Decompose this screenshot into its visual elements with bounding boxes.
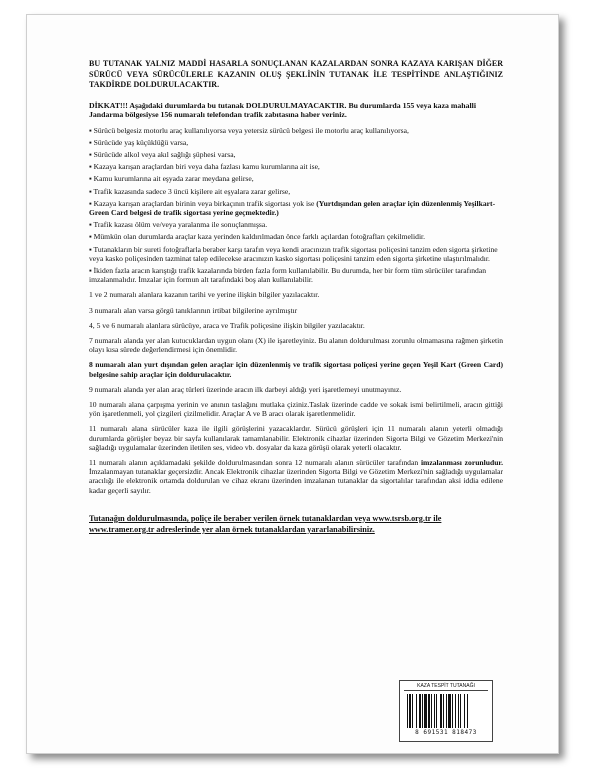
list-item-text: Kamu kurumlarına ait eşyada zarar meydana gelirse,	[93, 174, 254, 184]
instruction-paragraph: 4, 5 ve 6 numaralı alanlara sürücüye, araca ve Trafik poliçesine ilişkin bilgiler yazılacaktır.	[89, 320, 365, 330]
list-item: ▪ Sürücüde yaş küçüklüğü varsa,	[89, 137, 189, 147]
barcode-number: 8 691531 818473	[415, 729, 477, 736]
barcode-icon	[406, 694, 486, 728]
instruction-paragraph: 9 numaralı alanda yer alan araç türleri üzerinde aracın ilk darbeyi aldığı yeri işaretlemeyi unutmayınız.	[89, 384, 402, 394]
list-item-text: Kazaya karışan araçlardan biri veya daha fazlası kamu kurumlarına ait ise,	[93, 162, 320, 172]
list-item-text: Sürücüde yaş küçüklüğü varsa,	[93, 137, 189, 147]
list-item: ▪ Kazaya karışan araçlardan biri veya daha fazlası kamu kurumlarına ait ise,	[89, 162, 320, 172]
list-item-bold-text: (Yurtdışından gelen araçlar için düzenlenmiş Yeşilkart-Green Card belgesi de trafik sigortası yerine geçmektedir.)	[89, 198, 496, 217]
list-item-text: Trafik kazası ölüm ve/veya yaralanma ile sonuçlanmışsa.	[93, 220, 268, 230]
list-item-text: Mümkün olan durumlarda araçlar kaza yerinden kaldırılmadan önce farklı açılardan fotoğrafları çekilmelidir.	[93, 232, 426, 242]
instruction-paragraph: 1 ve 2 numaralı alanlara kazanın tarihi ve yerine ilişkin bilgiler yazılacaktır.	[89, 290, 320, 300]
instruction-paragraph: 10 numaralı alana çarpışma yerinin ve anının taslağını mutlaka çiziniz.Taslak üzerinde cadde ve sokak ismi belirtilmeli, aracın gittiği yön işaretlenmeli, yol çizgileri çizilmelidir. Araçlar A ve B aracı olarak işaretlenmelidir.	[89, 399, 503, 419]
footer-note: Tutanağın doldurulmasında, poliçe ile beraber verilen örnek tutanaklardan veya www.tsrsb.org.tr ile www.tramer.org.tr adreslerinde yer alan örnek tutanaklardan yararlanabilirsiniz.	[89, 513, 442, 534]
list-item-text: Sürücü belgesiz motorlu araç kullanılıyorsa veya yetersiz sürücü belgesi ile motorlu araç kullanılıyorsa,	[93, 125, 409, 135]
intro-heading: BU TUTANAK YALNIZ MADDİ HASARLA SONUÇLANAN KAZALARDAN SONRA KAZAYA KARIŞAN DİĞER SÜRÜCÜ VEYA SÜRÜCÜLERLE KAZANIN OLUŞ ŞEKLİNİN TUTANAK İLE TESPİTİNDE ANLAŞTIĞINIZ TAKDİRDE DOLDURULACAKTIR.	[89, 59, 503, 89]
list-item-text: Sürücüde alkol veya akıl sağlığı şüphesi varsa,	[93, 149, 236, 159]
signature-paragraph-text: İmzalanmayan tutanaklar geçersizdir. Ancak Elektronik cihazlar üzerinden Sigorta Bilgi ve Gözetim Merkezi'nin sağladığı uygulamalar aracılığı ile elektronik ortamda doldurulan ve cihaz ekranı üzerinden imzalanan tutanaklar da sigortalılar tarafından aksi iddia edilene kadar geçerli sayılır.	[89, 467, 503, 495]
list-item: ▪ Trafik kazasında sadece 3 üncü kişilere ait eşyalara zarar gelirse,	[89, 186, 291, 196]
document-page	[26, 14, 559, 754]
list-item: ▪ Kazaya karışan araçlardan birinin veya birkaçının trafik sigortası yok ise (Yurtdışından gelen araçlar için düzenlenmiş Yeşilkart-Green Card belgesi de trafik sigortası yerine geçmektedir.)	[89, 198, 496, 217]
list-item: ▪ Sürücü belgesiz motorlu araç kullanılıyorsa veya yetersiz sürücü belgesi ile motorlu araç kullanılıyorsa,	[89, 125, 409, 135]
list-item: ▪ Mümkün olan durumlarda araçlar kaza yerinden kaldırılmadan önce farklı açılardan fotoğrafları çekilmelidir.	[89, 232, 426, 242]
list-item: ▪ Trafik kazası ölüm ve/veya yaralanma ile sonuçlanmışsa.	[89, 220, 268, 230]
document-body	[89, 59, 503, 543]
list-item: ▪ Tutanakların bir sureti fotoğraflarla beraber karşı tarafın veya kendi aracınızın trafik sigortası poliçesini tanzim eden sigorta şirketine veya kasko poliçesinden tazminat talep edilecekse aracınızın kasko sigortası poliçesini tanzim eden sigorta şirketine ulaştırılmalıdır.	[89, 244, 498, 263]
signature-paragraph-text: 11 numaralı alanın açıklamadaki şekilde doldurulmasından sonra 12 numaralı alanın sürücüler tarafından	[89, 457, 421, 467]
signature-required-text: imzalanması zorunludur.	[420, 457, 503, 467]
list-item-text: İkiden fazla aracın karıştığı trafik kazalarında birden fazla form kullanılabilir. Bu durumda, her bir form tüm sürücüler tarafından imzalanmalıdır. İmzalar için formun alt tarafındaki boş alan kullanılabilir.	[89, 265, 487, 285]
list-item: ▪ Kamu kurumlarına ait eşyada zarar meydana gelirse,	[89, 174, 254, 184]
barcode-label: KAZA TESPİT TUTANAĞI	[404, 683, 488, 691]
warning-text: DİKKAT!!! Aşağıdaki durumlarda bu tutanak DOLDURULMAYACAKTIR. Bu durumlarda 155 veya kaza mahalli Jandarma bölgesiyse 156 numaralı telefondan trafik zabıtasına haber veriniz.	[89, 100, 477, 119]
instruction-paragraph: 3 numaralı alan varsa görgü tanıklarının irtibat bilgilerine ayrılmıştır	[89, 305, 298, 315]
instruction-paragraph: 7 numaralı alanda yer alan kutucuklardan uygun olanı (X) ile işaretleyiniz. Bu alanın doldurulması zorunlu olmamasına rağmen şirketin olayı kısa sürede değerlendirmesi için önemlidir.	[89, 335, 503, 355]
list-item: ▪ İkiden fazla aracın karıştığı trafik kazalarında birden fazla form kullanılabilir. Bu durumda, her bir form tüm sürücüler tarafından imzalanmalıdır. İmzalar için formun alt tarafındaki boş alan kullanılabilir.	[89, 265, 487, 285]
list-item-text: Trafik kazasında sadece 3 üncü kişilere ait eşyalara zarar gelirse,	[93, 186, 291, 196]
list-item-text: Tutanakların bir sureti fotoğraflarla beraber karşı tarafın veya kendi aracınızın trafik sigortası poliçesini tanzim eden sigorta şirketine veya kasko poliçesinden tazminat talep edilecekse aracınızın kasko sigortası poliçesini tanzim eden sigorta şirketine ulaştırılmalıdır.	[89, 244, 498, 263]
list-item: ▪ Sürücüde alkol veya akıl sağlığı şüphesi varsa,	[89, 149, 236, 159]
list-item-text: Kazaya karışan araçlardan birinin veya birkaçının trafik sigortası yok ise	[93, 198, 317, 208]
signature-paragraph	[89, 458, 503, 495]
green-card-paragraph: 8 numaralı alan yurt dışından gelen araçlar için düzenlenmiş ve trafik sigortası poliçesi yerine geçen Yeşil Kart (Green Card) belgesine sahip araçlar için doldurulacaktır.	[89, 360, 503, 379]
barcode-box	[399, 680, 493, 742]
instruction-paragraph: 11 numaralı alana sürücüler kaza ile ilgili görüşlerini yazacaklardır. Sürücü görüşleri için 11 numaralı alanın yeterli olmadığı durumlarda görüşler beyaz bir sayfa kullanılarak tamamlanabilir. Elektronik cihazlar üzerinden Sigorta Bilgi ve Gözetim Merkezi'nin sağladığı uygulamalar üzerinden iletilen ses, video vb. dosyalar da kaza görüşü olarak yeterli olacaktır.	[89, 424, 503, 452]
